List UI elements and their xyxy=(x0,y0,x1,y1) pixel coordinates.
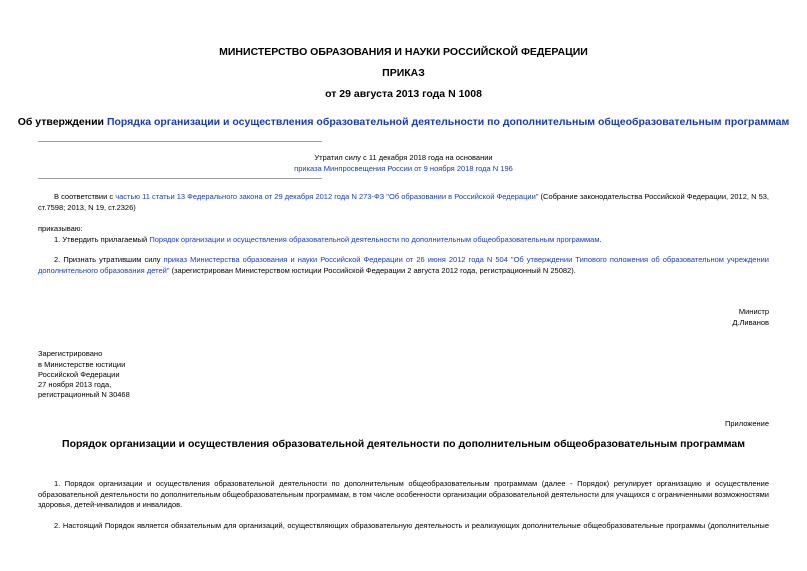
status-note-link[interactable]: приказа Минпросвещения России от 9 ноября 2018 года N 196 xyxy=(294,164,513,173)
item1-paragraph xyxy=(54,235,602,246)
appendix-paragraph-2: 2. Настоящий Порядок является обязательным для организаций, осуществляющих образовательную деятельность и реализующих дополнительные общеобразовательные программы (дополнительные xyxy=(54,521,769,530)
document-title xyxy=(0,116,807,128)
status-note-line1: Утратил силу с 11 декабря 2018 года на основании xyxy=(314,153,493,162)
bottom-rule xyxy=(38,178,322,179)
item2-link[interactable]: приказ Министерства образования и науки Российской Федерации от 26 июня 2012 года N 504 "Об утверждении Типового положения об образовательном учреждении дополнительного образования детей" xyxy=(38,255,769,275)
registration-line-3: Российской Федерации xyxy=(38,370,120,379)
preamble-text-before: В соответствии с xyxy=(54,192,116,201)
preamble-law-link[interactable]: частью 11 статьи 13 Федерального закона от 29 декабря 2012 года N 273-ФЗ "Об образовании в Российской Федерации" xyxy=(115,192,539,201)
signature-position: Министр xyxy=(738,307,769,316)
ministry-heading: МИНИСТЕРСТВО ОБРАЗОВАНИЯ И НАУКИ РОССИЙСКОЙ ФЕДЕРАЦИИ xyxy=(219,46,588,58)
registration-line-1: Зарегистрировано xyxy=(38,349,103,358)
item2-suffix: (зарегистрирован Министерством юстиции Российской Федерации 2 августа 2012 года, регистрационный N 25082). xyxy=(169,265,576,275)
preamble-text-after: (Собрание законодательства Российской Федерации, 2012, N 53, ст.7598; 2013, N 19, ст.2326) xyxy=(38,192,770,212)
doc-date-number: от 29 августа 2013 года N 1008 xyxy=(325,88,482,100)
appendix-label: Приложение xyxy=(725,419,769,428)
registration-line-4: 27 ноября 2013 года, xyxy=(38,380,112,389)
title-link[interactable]: Порядка организации и осуществления образовательной деятельности по дополнительным общеобразовательным программам xyxy=(106,116,790,128)
appendix-heading: Порядок организации и осуществления образовательной деятельности по дополнительным общеобразовательным программам xyxy=(62,438,745,450)
preamble-paragraph xyxy=(38,192,769,213)
item1-prefix: 1. Утвердить прилагаемый xyxy=(54,235,150,244)
registration-line-5: регистрационный N 30468 xyxy=(38,390,130,399)
appendix-paragraph-1: 1. Порядок организации и осуществления образовательной деятельности по дополнительным общеобразовательным программам (далее - Порядок) регулирует организацию и осуществление образовательной деятельности по дополнительным общеобразовательным программам, в том числе особенности организации образовательной деятельности для учащихся с ограниченными возможностями здоровья, детей-инвалидов и инвалидов. xyxy=(38,479,769,509)
registration-line-2: в Министерстве юстиции xyxy=(38,360,126,369)
signature-name: Д.Ливанов xyxy=(732,318,769,327)
item1-link[interactable]: Порядок организации и осуществления образовательной деятельности по дополнительным общеобразовательным программам xyxy=(149,235,600,244)
doc-type-heading: ПРИКАЗ xyxy=(382,67,425,79)
item1-suffix: . xyxy=(599,235,602,244)
order-word: приказываю: xyxy=(38,224,83,233)
title-prefix: Об утверждении xyxy=(17,116,107,128)
item2-prefix: 2. Признать утратившим силу xyxy=(54,255,164,264)
item2-paragraph xyxy=(38,255,769,276)
top-rule xyxy=(38,141,322,142)
